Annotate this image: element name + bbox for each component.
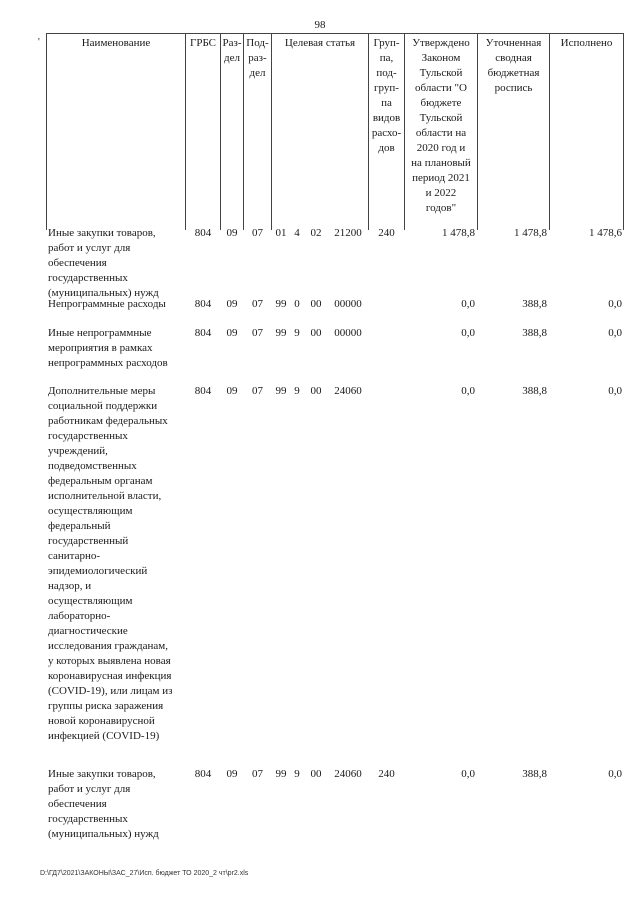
row-podrazdel: 07	[252, 298, 263, 310]
row-target-3: 00	[310, 327, 322, 339]
header-razdel: Раз- дел	[222, 37, 242, 64]
row-target-1: 01	[275, 227, 287, 239]
row-razdel: 09	[226, 327, 238, 339]
column-divider	[185, 33, 186, 230]
row-executed: 1 478,6	[589, 227, 622, 239]
row-target-3: 00	[310, 385, 322, 397]
row-name: Непрограммные расходы	[48, 298, 166, 310]
header-refined: Уточненная сводная бюджетная роспись	[485, 37, 542, 94]
row-grbs: 804	[194, 227, 212, 239]
row-refined: 388,8	[522, 327, 547, 339]
row-approved: 0,0	[461, 298, 475, 310]
row-approved: 0,0	[461, 385, 475, 397]
header-executed: Исполнено	[560, 37, 613, 49]
row-target-4: 00000	[334, 327, 362, 339]
header-name: Наименование	[81, 37, 151, 49]
row-grbs: 804	[194, 327, 212, 339]
header-group: Груп- па, под- груп- па видов расхо- дов	[371, 37, 402, 154]
row-approved: 0,0	[461, 327, 475, 339]
row-executed: 0,0	[608, 298, 622, 310]
file-path-footer: D:\ГД7\2021\ЗАКОНЫ\ЗАС_27\Исп. бюджет ТО 2020_2 чт\рr2.xls	[40, 870, 249, 877]
row-executed: 0,0	[608, 327, 622, 339]
table-top-border	[46, 33, 624, 34]
row-target-2: 9	[294, 768, 300, 780]
row-razdel: 09	[226, 227, 238, 239]
row-refined: 388,8	[522, 385, 547, 397]
row-name: Иные закупки товаров, работ и услуг для обеспечения государственных (муниципальных) нужд	[48, 768, 159, 840]
row-razdel: 09	[226, 385, 238, 397]
row-refined: 1 478,8	[514, 227, 547, 239]
row-podrazdel: 07	[252, 227, 263, 239]
row-target-3: 00	[310, 298, 322, 310]
row-group: 240	[378, 227, 395, 239]
row-name: Иные непрограммные мероприятия в рамках непрограммных расходов	[48, 327, 168, 369]
row-target-2: 0	[294, 298, 300, 310]
row-target-4: 21200	[334, 227, 362, 239]
row-target-4: 00000	[334, 298, 362, 310]
header-target: Целевая статья	[284, 37, 356, 49]
row-grbs: 804	[194, 385, 212, 397]
row-podrazdel: 07	[252, 385, 263, 397]
row-grbs: 804	[194, 768, 212, 780]
row-refined: 388,8	[522, 298, 547, 310]
row-target-2: 4	[294, 227, 300, 239]
header-approved: Утверждено Законом Тульской области "О бюджете Тульской области на 2020 год и на плановый период 2021 и 2022 годов"	[411, 37, 471, 214]
header-podrazdel: Под- раз- дел	[246, 37, 269, 79]
row-executed: 0,0	[608, 385, 622, 397]
row-grbs: 804	[194, 298, 212, 310]
row-target-1: 99	[275, 298, 287, 310]
column-divider	[46, 33, 47, 230]
page-number: 98	[314, 19, 326, 31]
row-executed: 0,0	[608, 768, 622, 780]
column-divider	[271, 33, 272, 230]
row-refined: 388,8	[522, 768, 547, 780]
row-podrazdel: 07	[252, 327, 263, 339]
row-name: Иные закупки товаров, работ и услуг для обеспечения государственных (муниципальных) нужд	[48, 227, 159, 299]
row-podrazdel: 07	[252, 768, 263, 780]
column-divider	[549, 33, 550, 230]
row-target-1: 99	[275, 327, 287, 339]
scan-mark: '	[38, 37, 40, 48]
row-approved: 0,0	[461, 768, 475, 780]
row-target-2: 9	[294, 327, 300, 339]
row-group: 240	[378, 768, 395, 780]
row-approved: 1 478,8	[442, 227, 475, 239]
row-razdel: 09	[226, 768, 238, 780]
row-target-1: 99	[275, 385, 287, 397]
row-name: Дополнительные меры социальной поддержки работникам федеральных государственных учреждений, подведомственных федеральным органам исполнительной власти, осуществляющим федеральный государственный санитарно- эпидемиологический надзор, и осуществляющим лабораторно- диагностические исследования гражданам, у которых выявлена новая коронавирусная инфекция (COVID-19), или лицам из группы риска заражения новой коронавирусной инфекцией (COVID-19)	[48, 385, 173, 742]
row-target-3: 02	[310, 227, 322, 239]
row-target-4: 24060	[334, 768, 362, 780]
column-divider	[623, 33, 624, 230]
row-target-1: 99	[275, 768, 287, 780]
row-target-2: 9	[294, 385, 300, 397]
row-razdel: 09	[226, 298, 238, 310]
row-target-4: 24060	[334, 385, 362, 397]
header-grbs: ГРБС	[189, 37, 217, 49]
row-target-3: 00	[310, 768, 322, 780]
